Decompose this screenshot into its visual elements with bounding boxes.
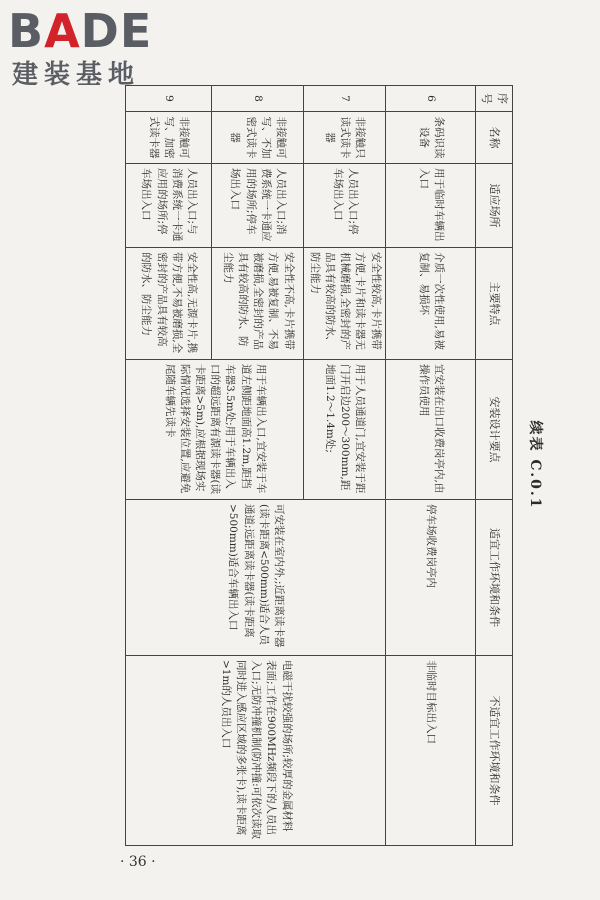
cell-no: 8: [212, 86, 304, 112]
cell-unsuitable: 电磁干扰较强的场所;较厚的金属材料表面;工作在900MHz频段下的人员出入口;无防冲撞机制(防冲撞:可依次读取同时进入感应区域的多张卡),读卡距离>1m的人员出入口: [126, 656, 386, 846]
logo-brand: BADE: [8, 4, 153, 58]
cell-design: 用于车辆出入口,宜安装于车道左侧距地面高1.2m,距挡车器3.5m处;用于车辆出入口的超远距离有源读卡器(读卡距离>5m),应根据现场实际情况选择安装位置,应避免尾随车辆先读卡: [126, 360, 304, 500]
rotated-page: [137, 85, 547, 845]
cell-place: 人员出入口;停车场出入口: [304, 164, 386, 248]
cell-name: 非接触可写、加密式读卡器: [126, 112, 212, 164]
cell-design: 用于人员通道门,宜安装于距门开启边200～300mm,距地面1.2～1.4m处;: [304, 360, 386, 500]
table-row: [386, 86, 476, 846]
bade-logo: [8, 6, 198, 96]
cell-no: 7: [304, 86, 386, 112]
header-features: 主要特点: [476, 248, 513, 360]
cell-features: 安全性不高,卡片携带方便,易被复制、不易被磨损,全密封的产品具有较高的防水、防尘能力: [212, 248, 304, 360]
cell-place: 人员出入口;与消费系统一卡通应用的场所;停车场出入口: [126, 164, 212, 248]
cell-design: 宜安装在出口收费岗亭内,由操作员使用: [386, 360, 476, 500]
cell-place: 人员出入口;消费系统一卡通应用的场所;停车场出入口: [212, 164, 304, 248]
cell-unsuitable: 非临时目标出入口: [386, 656, 476, 846]
logo-subtitle: 建装基地: [12, 60, 141, 90]
cell-place: 用于临时车辆出入口: [386, 164, 476, 248]
header-suitable: 适宜工作环境和条件: [476, 500, 513, 656]
table-row: [304, 86, 386, 846]
cell-name: 非接触只读式读卡器: [304, 112, 386, 164]
cell-no: 6: [386, 86, 476, 112]
header-unsuitable: 不适宜工作环境和条件: [476, 656, 513, 846]
cell-name: 条码识读设备: [386, 112, 476, 164]
cell-features: 安全性较高,卡片携带方便,卡片和读卡器无机械磨损,全密封的产品具有较高的防水、防尘能力: [304, 248, 386, 360]
cell-features: 介质一次性使用,易被复制、易损坏: [386, 248, 476, 360]
header-name: 名称: [476, 112, 513, 164]
table-caption: 续表 C.0.1: [527, 420, 543, 510]
header-place: 适应场所: [476, 164, 513, 248]
cell-suitable: 可安装在室内外,;近距离读卡器(读卡距离<500mm)适合人员通道;远距离读卡器(读卡距离>500mm)适合车辆出入口: [126, 500, 386, 656]
cell-features: 安全性高,无源卡片,携带方便,不易被磨损,全密封的产品具有较高的防水、防尘能力: [126, 248, 212, 360]
header-no: 序号: [476, 86, 513, 112]
cell-no: 9: [126, 86, 212, 112]
table-header-row: [476, 86, 513, 846]
cell-name: 非接触可写、不加密式读卡器: [212, 112, 304, 164]
cell-suitable: 停车场收费岗亭内: [386, 500, 476, 656]
spec-table: [125, 85, 513, 846]
header-design: 安装设计要点: [476, 360, 513, 500]
page-number: · 36 ·: [120, 854, 156, 870]
